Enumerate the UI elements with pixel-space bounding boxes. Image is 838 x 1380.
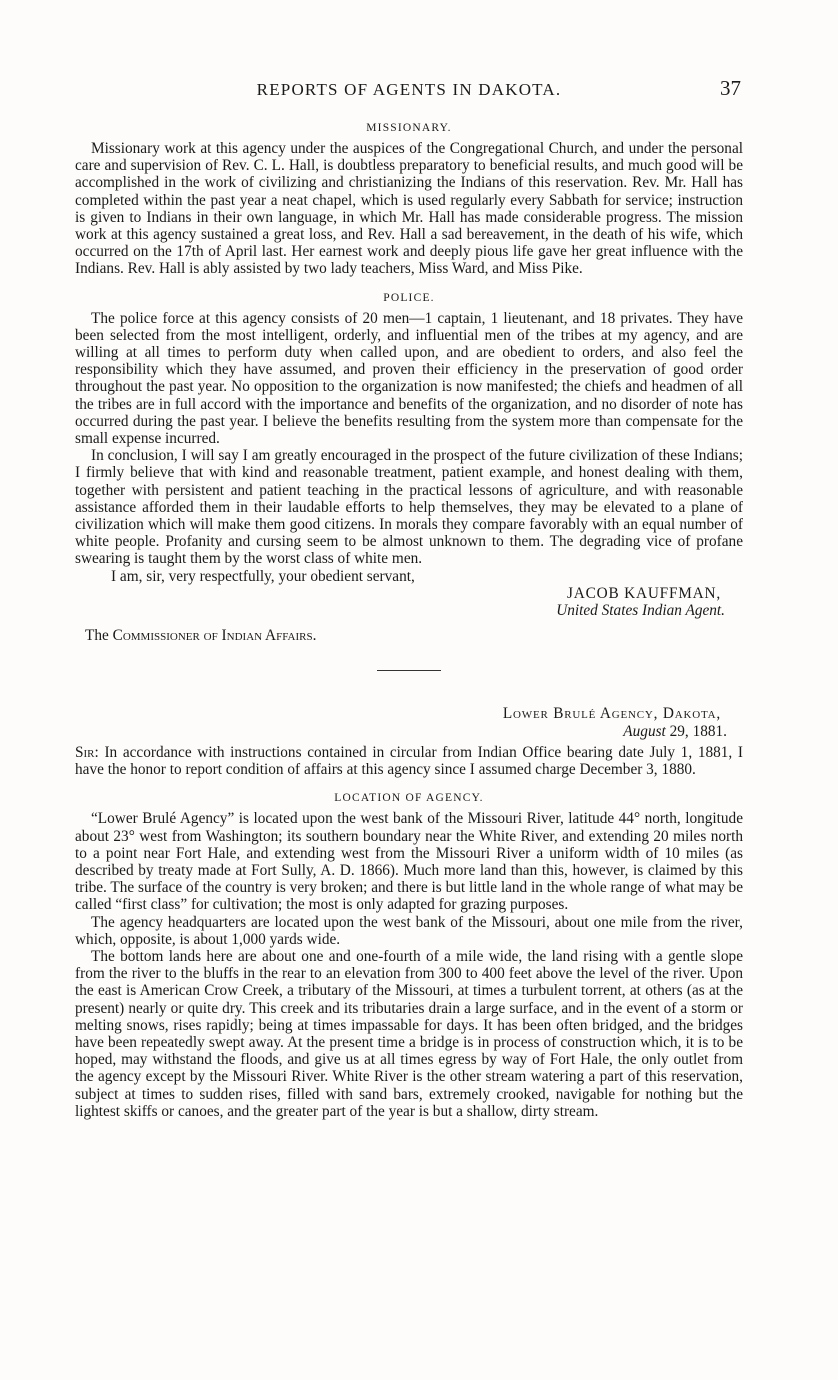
closing-block: [75, 568, 743, 645]
location-paragraph-1: “Lower Brulé Agency” is located upon the west bank of the Missouri River, latitude 44° north, longitude about 23° west from Washington; its southern boundary near the White River, and extending 20 miles north to a point near Fort Hale, and extending west from the Missouri River a uniform width of 10 miles (as described by treaty made at Fort Sully, A. D. 1866). Much more land than this, however, is claimed by this tribe. The surface of the country is very broken; and there is but little land in the whole range of what may be called “first class” for cultivation; the most is only adapted for grazing purposes.: [75, 810, 743, 914]
addressee-name: Commissioner of Indian Affairs.: [112, 627, 317, 645]
dateline-place: Lower Brulé Agency, Dakota,: [502, 705, 721, 723]
dateline-date: [75, 723, 727, 740]
closing-line: I am, sir, very respectfully, your obedient servant,: [111, 567, 415, 585]
addressee: [85, 627, 743, 644]
running-header: [75, 76, 743, 108]
missionary-section: [75, 122, 743, 278]
intro-text: In accordance with instructions contained in circular from Indian Office bearing date July 1, 1881, I have the honor to report condition of affairs at this agency since I assumed charge December 3, 1880.: [75, 743, 743, 779]
running-title: REPORTS OF AGENTS IN DAKOTA.: [256, 80, 562, 99]
signer-name: JACOB KAUFFMAN,: [567, 584, 721, 602]
location-heading: LOCATION OF AGENCY.: [334, 792, 484, 805]
section-divider: [377, 670, 441, 671]
dateline: [75, 705, 743, 739]
page-number: 37: [720, 76, 741, 100]
location-paragraph-3: The bottom lands here are about one and one-fourth of a mile wide, the land rising with a gentle slope from the river to the bluffs in the rear to an elevation from 300 to 400 feet above the level of the river. Upon the east is American Crow Creek, a tributary of the Missouri, at times a turbulent torrent, at others (as at the present) nearly or quite dry. This creek and its tributaries drain a large surface, and in the event of a storm or melting snows, rises rapidly; being at times impassable for days. It has been often bridged, and the bridges have been repeatedly swept away. At the present time a bridge is in process of construction which, it is to be hoped, may withstand the floods, and give us at all times egress by way of Fort Hale, the only outlet from the agency except by the Missouri River. White River is the other stream watering a part of this reservation, subject at times to sudden rises, filled with sand bars, extremely crooked, navigable for nothing but the lightest skiffs or canoes, and the greater part of the year is but a shallow, dirty stream.: [75, 947, 743, 1120]
location-paragraph-2: The agency headquarters are located upon the west bank of the Missouri, about one mile from the river, which, opposite, is about 1,000 yards wide.: [75, 913, 743, 948]
signer-title: United States Indian Agent.: [556, 602, 725, 620]
salutation: Sir:: [75, 743, 99, 761]
dateline-month: August: [623, 722, 666, 740]
signature: [75, 585, 743, 619]
missionary-heading: MISSIONARY.: [366, 122, 452, 134]
police-paragraph-1: The police force at this agency consists of 20 men—1 captain, 1 lieutenant, and 18 privates. They have been selected from the most intelligent, orderly, and influential men of the tribes at my agency, and are willing at all times to perform duty when called upon, and are obedient to orders, and also feel the responsibility which they have assumed, and proven their efficiency in the preservation of good order throughout the past year. No opposition to the organization is now manifested; the chiefs and headmen of all the tribes are in full accord with the importance and benefits of the organization, and no disorder of note has occurred during the past year. I believe the benefits resulting from the system more than compensate for the small expense incurred.: [75, 309, 743, 448]
document-page: [75, 76, 743, 1120]
salutation-paragraph: [75, 744, 743, 778]
location-section: [75, 792, 743, 1120]
missionary-paragraph: Missionary work at this agency under the auspices of the Congregational Church, and under the personal care and supervision of Rev. C. L. Hall, is doubtless preparatory to beneficial results, and much good will be accomplished in the work of civilizing and christianizing the Indians of this reservation. Rev. Mr. Hall has completed within the past year a neat chapel, which is used regularly every Sabbath for service; instruction is given to Indians in their own language, in which Mr. Hall has made considerable progress. The mission work at this agency sustained a great loss, and Rev. Hall a sad bereavement, in the death of his wife, which occurred on the 17th of April last. Her earnest work and deeply pious life gave her great influence with the Indians. Rev. Hall is ably assisted by two lady teachers, Miss Ward, and Miss Pike.: [75, 140, 743, 278]
police-paragraph-2: In conclusion, I will say I am greatly encouraged in the prospect of the future civilization of these Indians; I firmly believe that with kind and reasonable treatment, patient example, and honest dealing with them, together with persistent and patient teaching in the practical lessons of agriculture, and with reasonable assistance afforded them in their laudable efforts to help themselves, they may be elevated to a plane of civilization which will make them good citizens. In morals they compare favorably with an equal number of white people. Profanity and cursing seem to be almost unknown to them. The degrading vice of profane swearing is taught them by the worst class of white men.: [75, 447, 743, 568]
police-section: [75, 292, 743, 568]
dateline-day-year: 29, 1881.: [669, 722, 727, 740]
lower-brule-letter: [75, 705, 743, 778]
addressee-prefix: The: [85, 627, 109, 645]
police-heading: POLICE.: [383, 291, 435, 304]
